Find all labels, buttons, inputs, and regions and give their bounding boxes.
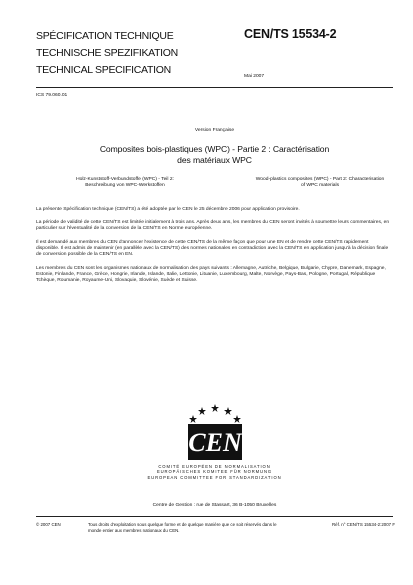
cen-committee-names [36,464,393,480]
cen-logo-graphic [170,402,260,462]
copyright: © 2007 CEN [36,522,61,527]
title-english-line-2: of WPC materials [300,183,340,188]
reference-number: Réf. n° CEN/TS 15534-2:2007 F [331,522,395,527]
paragraph-members: Les membres du CEN sont les organismes nationaux de normalisation des pays suivants : Allemagne, Autriche, Belgique, Bulgarie, Chypre, Danemark, Espagne, Estonie, Finlande, France, Grèce, Hongrie, Irlande, Islande, Italie, Lettonie, Lituanie, Luxembourg, Malte, Norvège, Pays-Bas, Pologne, Portugal, République Tchèque, Roumanie, Royaume-Uni, Slovaquie, Slovénie, Suède et Suisse. [36,266,386,284]
title-english-line-1: Wood-plastics composites (WPC) - Part 2: Characterisation [255,177,385,182]
title-german-line-1: Holz-Kunststoff-Verbundstoffe (WPC) - Teil 2: [76,177,174,182]
title-german-line-2: Beschreibung von WPC-Werkstoffen [85,183,165,188]
spec-title-de: TECHNISCHE SPEZIFIKATION [36,47,178,59]
version-label: Version Française [194,128,235,133]
ics-code: ICS 79.060.01 [36,93,68,98]
header-divider [36,87,393,88]
cen-logo [170,402,260,462]
title-german [60,177,190,189]
footer-divider [36,516,393,517]
spec-type-titles [36,28,206,79]
committee-name-de: EUROPÄISCHES KOMITEE FÜR NORMUNG [156,469,273,475]
committee-name-en: EUROPEAN COMMITTEE FOR STANDARDIZATION [147,474,282,480]
paragraph-adoption: La présente Spécification technique (CEN/TS) a été adoptée par le CEN le 25 décembre 2006 pour application provisoire. [36,207,300,212]
publication-date: Mai 2007 [244,74,265,79]
main-title-line-1: Composites bois-plastiques (WPC) - Partie 2 : Caractérisation [99,144,330,154]
management-centre-address: Centre de Gestion : rue de Stassart, 36 B-1050 Bruxelles [152,503,277,508]
paragraph-announcement: Il est demandé aux membres du CEN d'annoncer l'existence de cette CEN/TS de la même façon que pour une EN et de rendre cette CEN/TS rapidement disponible. Il est admis de maintenir (en parallèle avec la CEN/TS) des normes nationales en contradiction avec la CEN/TS en application jusqu'à la décision finale de conversion possible de la CEN/TS en EN. [36,240,389,258]
title-english [244,177,396,189]
document-reference: CEN/TS 15534-2 [244,27,337,41]
main-title [36,144,393,165]
main-title-line-2: des matériaux WPC [177,154,252,165]
spec-title-en: TECHNICAL SPECIFICATION [36,64,171,76]
spec-title-fr: SPÉCIFICATION TECHNIQUE [36,30,174,42]
paragraph-validity: La période de validité de cette CEN/TS est limitée initialement à trois ans. Après deux ans, les membres du CEN seront invités à soumettre leurs commentaires, en particulier sur l'éventualité de la conversion de la CEN/TS en Norme européenne. [36,220,390,232]
committee-name-fr: COMITÉ EUROPÉEN DE NORMALISATION [158,464,271,469]
cen-logo-text: CEN [188,428,242,457]
rights-notice: Tous droits d'exploitation sous quelque forme et de quelque manière que ce soit réservés dans le monde entier aux membres nationaux du CEN. [88,522,277,533]
